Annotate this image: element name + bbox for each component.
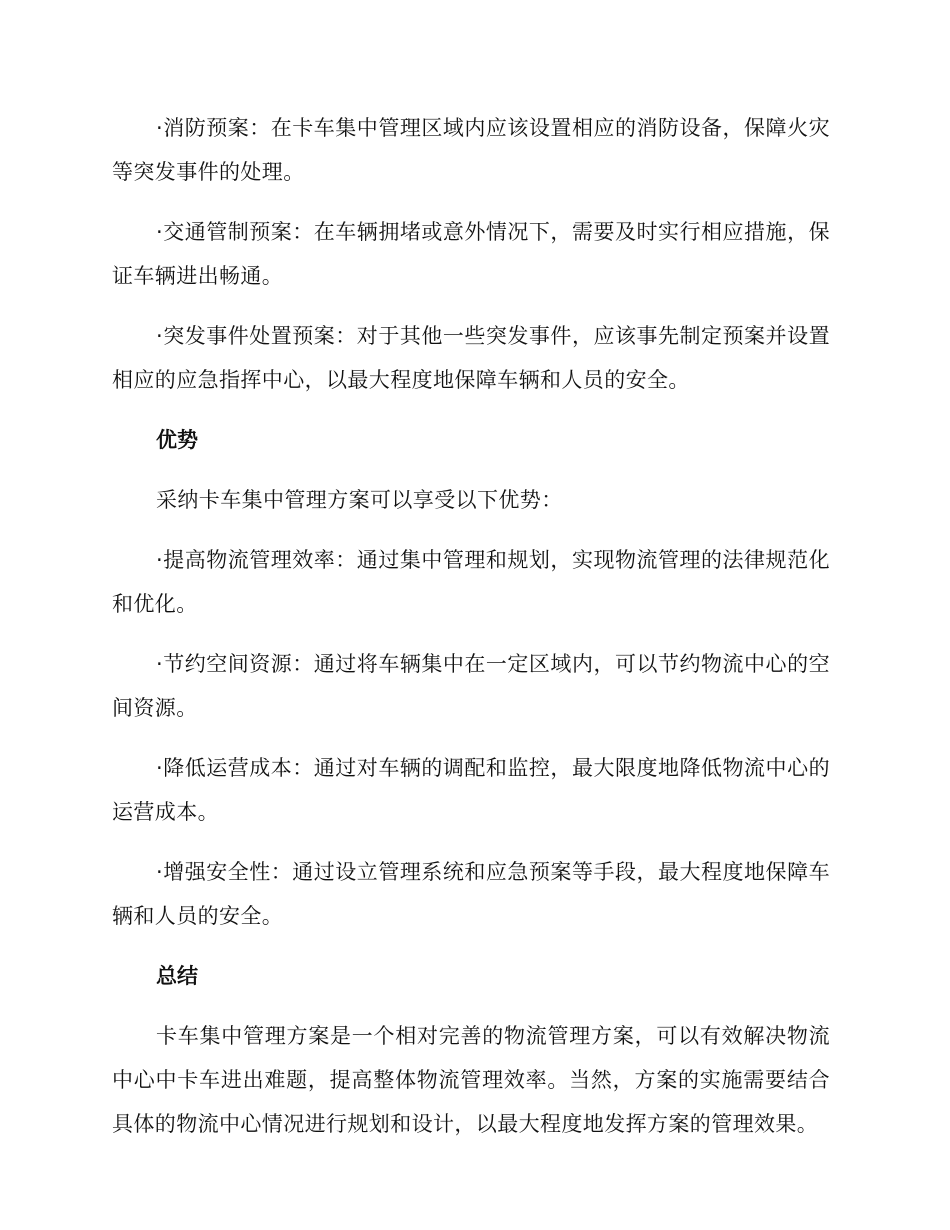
document-page <box>112 106 830 1162</box>
plan-item-emergency: ·突发事件处置预案：对于其他一些突发事件，应该事先制定预案并设置相应的应急指挥中心，以最大程度地保障车辆和人员的安全。 <box>112 324 830 392</box>
advantage-item-space: ·节约空间资源：通过将车辆集中在一定区域内，可以节约物流中心的空间资源。 <box>112 652 830 720</box>
advantage-item-efficiency: ·提高物流管理效率：通过集中管理和规划，实现物流管理的法律规范化和优化。 <box>112 548 830 616</box>
advantages-intro: 采纳卡车集中管理方案可以享受以下优势： <box>156 488 563 512</box>
advantage-item-safety: ·增强安全性：通过设立管理系统和应急预案等手段，最大程度地保障车辆和人员的安全。 <box>112 860 830 928</box>
section-heading-advantages: 优势 <box>156 428 198 452</box>
plan-item-traffic: ·交通管制预案：在车辆拥堵或意外情况下，需要及时实行相应措施，保证车辆进出畅通。 <box>112 220 830 288</box>
summary-paragraph: 卡车集中管理方案是一个相对完善的物流管理方案，可以有效解决物流中心中卡车进出难题，提高整体物流管理效率。当然，方案的实施需要结合具体的物流中心情况进行规划和设计，以最大程度地发挥方案的管理效果。 <box>112 1024 830 1136</box>
plan-item-fire: ·消防预案：在卡车集中管理区域内应该设置相应的消防设备，保障火灾等突发事件的处理。 <box>112 116 830 184</box>
section-heading-summary: 总结 <box>156 964 198 988</box>
advantage-item-cost: ·降低运营成本：通过对车辆的调配和监控，最大限度地降低物流中心的运营成本。 <box>112 756 830 824</box>
